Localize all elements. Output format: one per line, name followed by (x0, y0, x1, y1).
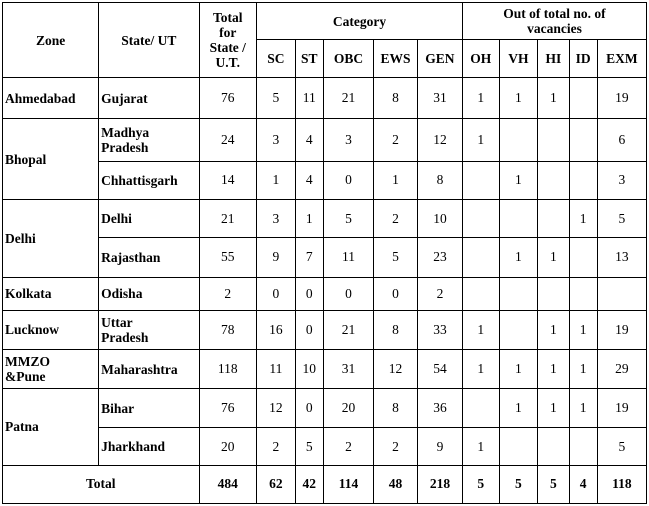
value-cell: 2 (374, 199, 418, 237)
value-cell: 12 (374, 349, 418, 388)
value-cell: 1 (499, 78, 538, 119)
total-value-cell: 42 (295, 465, 323, 503)
header-category: Category (257, 3, 463, 40)
value-cell: 54 (417, 349, 462, 388)
vacancy-table (2, 2, 647, 504)
table-row (3, 119, 647, 161)
value-cell: 14 (199, 161, 256, 199)
value-cell: 0 (295, 389, 323, 428)
value-cell: 5 (323, 199, 373, 237)
table-row (3, 238, 647, 277)
value-cell: 2 (323, 428, 373, 465)
value-cell: 0 (323, 277, 373, 310)
header-st: ST (295, 40, 323, 78)
header-oh: OH (462, 40, 499, 78)
value-cell: 16 (257, 310, 296, 349)
table-body (3, 78, 647, 504)
value-cell: 12 (257, 389, 296, 428)
header-gen: GEN (417, 40, 462, 78)
value-cell: 1 (569, 310, 597, 349)
zone-cell: Patna (3, 389, 99, 466)
value-cell: 1 (499, 161, 538, 199)
total-value-cell: 218 (417, 465, 462, 503)
value-cell: 31 (417, 78, 462, 119)
state-cell: Delhi (99, 199, 199, 237)
value-cell (569, 161, 597, 199)
value-cell: 76 (199, 78, 256, 119)
value-cell: 2 (417, 277, 462, 310)
value-cell: 24 (199, 119, 256, 161)
value-cell: 78 (199, 310, 256, 349)
value-cell: 5 (597, 428, 646, 465)
state-cell: Bihar (99, 389, 199, 428)
value-cell: 5 (597, 199, 646, 237)
value-cell: 33 (417, 310, 462, 349)
value-cell: 0 (257, 277, 296, 310)
value-cell: 1 (569, 199, 597, 237)
value-cell: 13 (597, 238, 646, 277)
total-row (3, 465, 647, 503)
total-value-cell: 114 (323, 465, 373, 503)
total-value-cell: 5 (462, 465, 499, 503)
value-cell (538, 119, 569, 161)
value-cell: 0 (295, 310, 323, 349)
value-cell: 1 (462, 78, 499, 119)
state-cell: Gujarat (99, 78, 199, 119)
table-row (3, 389, 647, 428)
value-cell: 12 (417, 119, 462, 161)
value-cell: 2 (199, 277, 256, 310)
value-cell: 1 (462, 119, 499, 161)
value-cell: 7 (295, 238, 323, 277)
value-cell: 11 (257, 349, 296, 388)
value-cell: 0 (323, 161, 373, 199)
value-cell: 1 (499, 238, 538, 277)
total-value-cell: 4 (569, 465, 597, 503)
value-cell: 1 (499, 349, 538, 388)
value-cell (569, 78, 597, 119)
value-cell (462, 277, 499, 310)
value-cell: 11 (295, 78, 323, 119)
total-value-cell: 5 (499, 465, 538, 503)
total-value-cell: 484 (199, 465, 256, 503)
table-row (3, 349, 647, 388)
value-cell: 36 (417, 389, 462, 428)
table-row (3, 161, 647, 199)
value-cell: 118 (199, 349, 256, 388)
value-cell: 21 (199, 199, 256, 237)
value-cell: 1 (257, 161, 296, 199)
value-cell: 3 (323, 119, 373, 161)
header-state: State/ UT (99, 3, 199, 78)
value-cell: 8 (374, 389, 418, 428)
value-cell: 1 (295, 199, 323, 237)
value-cell: 5 (374, 238, 418, 277)
value-cell: 23 (417, 238, 462, 277)
total-value-cell: 118 (597, 465, 646, 503)
value-cell: 1 (462, 349, 499, 388)
state-cell: Maharashtra (99, 349, 199, 388)
value-cell (538, 428, 569, 465)
value-cell (569, 277, 597, 310)
state-cell: Jharkhand (99, 428, 199, 465)
header-total: Total for State / U.T. (199, 3, 256, 78)
value-cell: 5 (295, 428, 323, 465)
value-cell (462, 161, 499, 199)
value-cell: 0 (374, 277, 418, 310)
value-cell: 1 (538, 238, 569, 277)
value-cell: 1 (538, 389, 569, 428)
value-cell: 1 (374, 161, 418, 199)
value-cell: 1 (462, 428, 499, 465)
value-cell (538, 277, 569, 310)
value-cell (597, 277, 646, 310)
state-cell: Chhattisgarh (99, 161, 199, 199)
header-sc: SC (257, 40, 296, 78)
header-obc: OBC (323, 40, 373, 78)
value-cell: 3 (257, 119, 296, 161)
value-cell: 1 (569, 389, 597, 428)
zone-cell: Lucknow (3, 310, 99, 349)
header-out-of-total: Out of total no. of vacancies (462, 3, 646, 40)
value-cell: 1 (569, 349, 597, 388)
value-cell: 29 (597, 349, 646, 388)
value-cell: 2 (257, 428, 296, 465)
value-cell (538, 199, 569, 237)
header-hi: HI (538, 40, 569, 78)
state-cell: Rajasthan (99, 238, 199, 277)
value-cell (499, 119, 538, 161)
value-cell: 76 (199, 389, 256, 428)
value-cell (538, 161, 569, 199)
value-cell (462, 389, 499, 428)
total-value-cell: 48 (374, 465, 418, 503)
value-cell (569, 238, 597, 277)
value-cell (569, 119, 597, 161)
value-cell: 8 (374, 78, 418, 119)
value-cell: 19 (597, 78, 646, 119)
value-cell: 1 (462, 310, 499, 349)
state-cell: Odisha (99, 277, 199, 310)
value-cell: 1 (538, 349, 569, 388)
value-cell: 5 (257, 78, 296, 119)
value-cell: 9 (417, 428, 462, 465)
value-cell (499, 310, 538, 349)
zone-cell: MMZO &Pune (3, 349, 99, 388)
value-cell: 1 (538, 310, 569, 349)
value-cell: 19 (597, 310, 646, 349)
header-id: ID (569, 40, 597, 78)
value-cell: 11 (323, 238, 373, 277)
header-zone: Zone (3, 3, 99, 78)
table-row (3, 310, 647, 349)
value-cell: 2 (374, 428, 418, 465)
value-cell: 20 (199, 428, 256, 465)
total-label: Total (3, 465, 200, 503)
value-cell (499, 199, 538, 237)
value-cell: 55 (199, 238, 256, 277)
value-cell: 4 (295, 161, 323, 199)
value-cell: 3 (257, 199, 296, 237)
total-value-cell: 62 (257, 465, 296, 503)
value-cell: 21 (323, 310, 373, 349)
value-cell: 19 (597, 389, 646, 428)
table-row (3, 428, 647, 465)
table-row (3, 277, 647, 310)
state-cell: Uttar Pradesh (99, 310, 199, 349)
value-cell (462, 199, 499, 237)
value-cell: 1 (538, 78, 569, 119)
value-cell (462, 238, 499, 277)
value-cell: 4 (295, 119, 323, 161)
value-cell: 20 (323, 389, 373, 428)
value-cell: 2 (374, 119, 418, 161)
value-cell: 31 (323, 349, 373, 388)
value-cell: 6 (597, 119, 646, 161)
total-value-cell: 5 (538, 465, 569, 503)
value-cell: 9 (257, 238, 296, 277)
value-cell: 21 (323, 78, 373, 119)
value-cell: 3 (597, 161, 646, 199)
table-row (3, 199, 647, 237)
zone-cell: Ahmedabad (3, 78, 99, 119)
zone-cell: Bhopal (3, 119, 99, 200)
value-cell: 0 (295, 277, 323, 310)
value-cell: 10 (417, 199, 462, 237)
value-cell: 8 (374, 310, 418, 349)
value-cell: 10 (295, 349, 323, 388)
value-cell (499, 428, 538, 465)
header-exm: EXM (597, 40, 646, 78)
value-cell: 8 (417, 161, 462, 199)
header-vh: VH (499, 40, 538, 78)
state-cell: Madhya Pradesh (99, 119, 199, 161)
table-row (3, 78, 647, 119)
zone-cell: Delhi (3, 199, 99, 277)
value-cell (499, 277, 538, 310)
value-cell (569, 428, 597, 465)
header-ews: EWS (374, 40, 418, 78)
value-cell: 1 (499, 389, 538, 428)
zone-cell: Kolkata (3, 277, 99, 310)
